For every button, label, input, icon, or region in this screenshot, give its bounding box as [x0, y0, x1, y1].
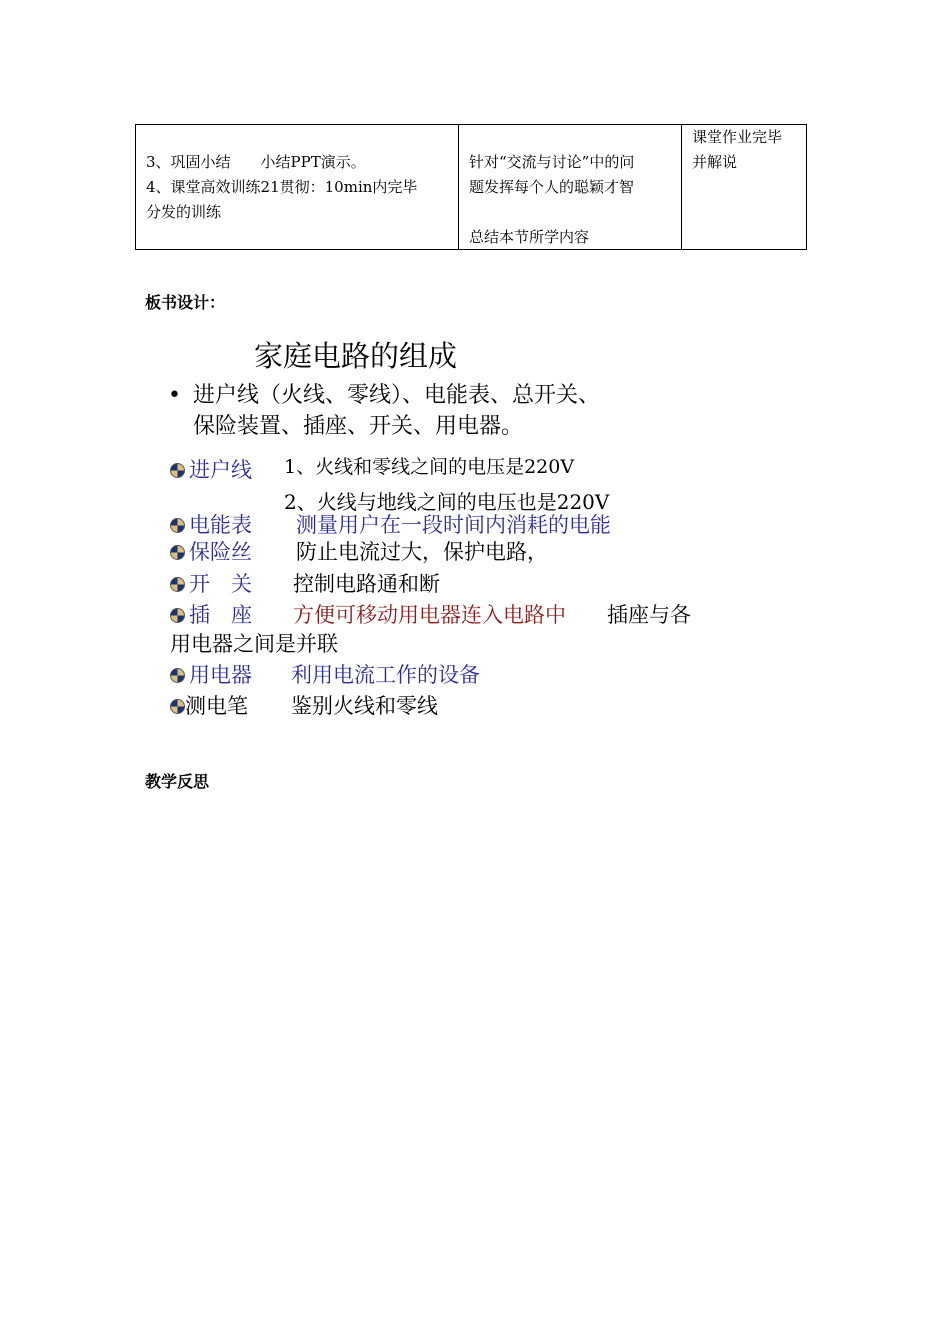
lesson-table: [135, 124, 807, 250]
board-title: 家庭电路的组成: [254, 339, 458, 373]
board-item-meter: [170, 509, 252, 539]
item-key: 用电器: [189, 663, 252, 687]
item-desc: 2、火线与地线之间的电压也是220V: [284, 490, 610, 514]
item-key: 开 关: [189, 572, 252, 596]
item-note: 插座与各: [607, 603, 691, 627]
board-item-appliance: [170, 659, 252, 689]
item-desc: 鉴别火线和零线: [291, 694, 438, 718]
table-cell-activities: [136, 125, 459, 250]
homework-line: 课堂作业完毕: [692, 128, 783, 146]
teaching-reflection-heading: 教学反思: [145, 772, 210, 791]
item-desc: 方便可移动用电器连入电路中: [293, 603, 566, 627]
board-item-tester: [170, 690, 248, 720]
board-item-fuse: [170, 536, 252, 566]
activity-line: 4、课堂高效训练21贯彻：10min内完毕: [146, 178, 418, 196]
homework-line: 并解说: [692, 153, 738, 171]
intent-line: 题发挥每个人的聪颖才智: [469, 178, 635, 196]
item-desc: 测量用户在一段时间内消耗的电能: [296, 513, 611, 537]
board-item-switch: [170, 568, 252, 598]
intent-summary: 总结本节所学内容: [469, 228, 590, 246]
bullet-ball-icon: [170, 699, 185, 714]
item-key: 保险丝: [189, 540, 252, 564]
table-cell-homework: [682, 125, 807, 250]
item-key: 进户线: [189, 458, 252, 482]
intro-line: 进户线（火线、零线）、电能表、总开关、: [193, 383, 601, 408]
item-desc: 利用电流工作的设备: [291, 663, 480, 687]
activity-line: 分发的训练: [146, 203, 222, 221]
item-note: 用电器之间是并联: [170, 632, 338, 656]
item-desc: 防止电流过大，保护电路，: [296, 540, 548, 564]
bullet-ball-icon: [170, 577, 185, 592]
intro-line: 保险装置、插座、开关、用电器。: [193, 414, 524, 439]
table-cell-intent: [459, 125, 682, 250]
bullet-ball-icon: [170, 463, 185, 478]
bullet-ball-icon: [170, 545, 185, 560]
item-key: 测电笔: [185, 694, 248, 718]
bullet-icon: •: [168, 383, 181, 408]
bullet-ball-icon: [170, 518, 185, 533]
item-key: 电能表: [189, 513, 252, 537]
bullet-ball-icon: [170, 668, 185, 683]
board-design-heading: 板书设计：: [145, 293, 226, 312]
item-desc: 1、火线和零线之间的电压是220V: [284, 456, 575, 478]
board-item-service-line: [170, 454, 252, 484]
board-intro: [168, 380, 600, 442]
board-item-socket: [170, 599, 252, 629]
item-desc: 控制电路通和断: [293, 572, 440, 596]
item-key: 插 座: [189, 603, 252, 627]
intent-line: 针对“交流与讨论”中的问: [469, 153, 635, 171]
bullet-ball-icon: [170, 608, 185, 623]
activity-line: 3、巩固小结 小结PPT演示。: [146, 153, 366, 171]
